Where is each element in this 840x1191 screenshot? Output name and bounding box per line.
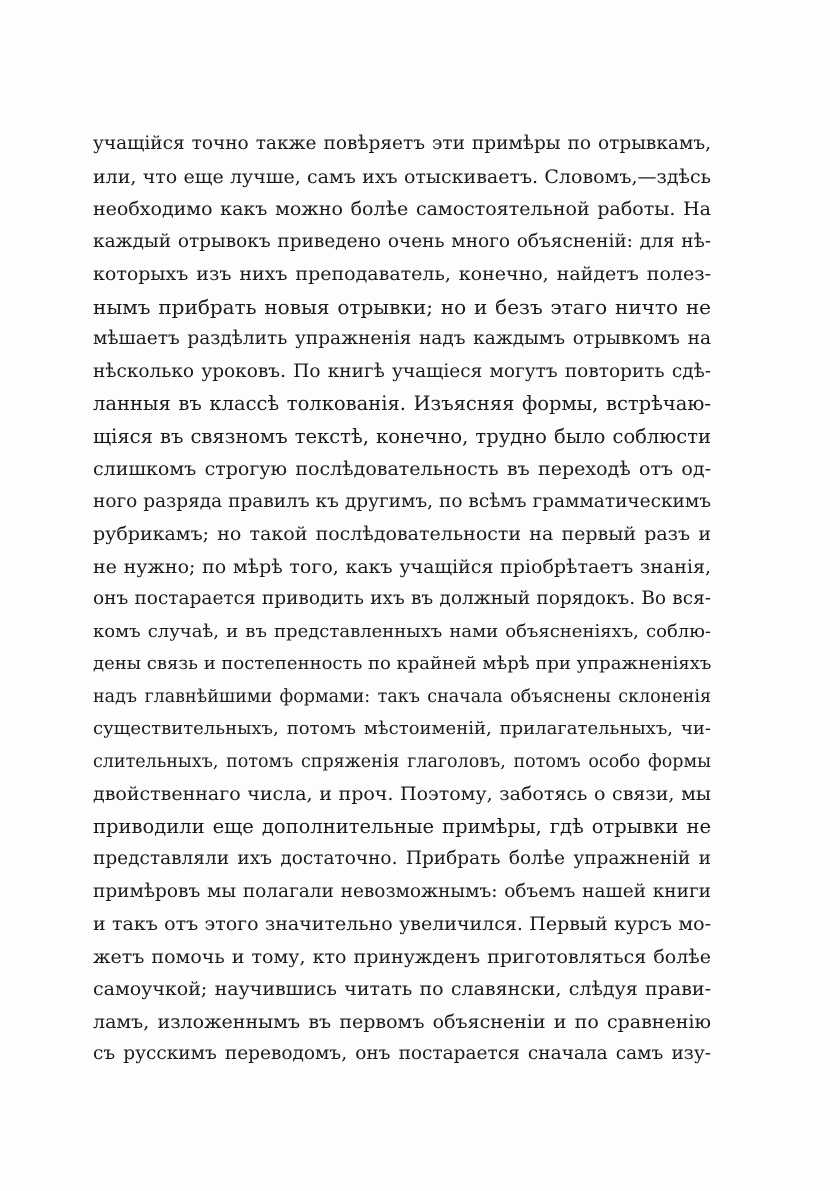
text-line-9: ланныя въ классѣ толкованія. Изъясняя формы, встрѣчаю-	[93, 392, 711, 415]
text-line-28: ламъ, изложеннымъ въ первомъ объясненіи и по сравненію	[93, 1010, 711, 1033]
text-line-25: и такъ отъ этого значительно увеличился. Первый курсъ мо-	[93, 913, 711, 935]
text-line-10: щіяся въ связномъ текстѣ, конечно, трудно было соблюсти	[93, 424, 711, 448]
text-line-15: онъ постарается приводить ихъ въ должный порядокъ. Во вся-	[93, 588, 711, 609]
text-line-6: нымъ прибрать новыя отрывки; но и безъ этаго ничто не	[93, 294, 711, 319]
text-line-7: мѣшаетъ раздѣлить упражненія надъ каждымъ отрывкомъ на	[93, 328, 711, 349]
text-line-13: рубрикамъ; но такой послѣдовательности на первый разъ и	[93, 523, 711, 545]
text-line-5: которыхъ изъ нихъ преподаватель, конечно, найдетъ полез-	[93, 263, 711, 285]
text-line-18: надъ главнѣйшими формами: такъ сначала объяснены склоненія	[93, 686, 711, 707]
text-line-1: учащійся точно также повѣряетъ эти примѣры по отрывкамъ,	[93, 133, 711, 154]
text-line-3: необходимо какъ можно болѣе самостоятельной работы. На	[93, 198, 711, 220]
text-line-24: примѣровъ мы полагали невозможнымъ: объемъ нашей книги	[93, 880, 711, 902]
text-line-17: дены связь и постепенность по крайней мѣрѣ при упражненіяхъ	[93, 653, 712, 674]
text-line-8: нѣсколько уроковъ. По книгѣ учащіеся могутъ повторить сдѣ-	[93, 360, 711, 382]
text-line-14: не нужно; по мѣрѣ того, какъ учащійся пріобрѣтаетъ знанія,	[93, 555, 711, 578]
text-line-20: слительныхъ, потомъ спряженія глаголовъ, потомъ особо формы	[93, 751, 711, 772]
text-line-22: приводили еще дополнительные примѣры, гдѣ отрывки не	[93, 814, 711, 838]
text-line-11: слишкомъ строгую послѣдовательность въ переходѣ отъ од-	[93, 458, 711, 480]
text-line-29: съ русскимъ переводомъ, онъ постарается сначала самъ изу-	[93, 1043, 711, 1064]
text-line-26: жетъ помочь и тому, кто принужденъ приготовляться болѣе	[93, 945, 711, 968]
body-text	[93, 128, 711, 1071]
text-line-27: самоучкой; научившись читать по славянски, слѣдуя прави-	[93, 978, 711, 1000]
text-line-23: представляли ихъ достаточно. Прибрать болѣе упражненій и	[93, 848, 711, 869]
text-line-4: каждый отрывокъ приведено очень много объясненій: для нѣ-	[93, 230, 711, 252]
text-line-19: существительныхъ, потомъ мѣстоименій, прилагательныхъ, чи-	[93, 718, 711, 739]
text-line-2: или, что еще лучше, самъ ихъ отыскиваетъ. Словомъ,—здѣсь	[93, 165, 711, 188]
text-line-12: ного разряда правилъ къ другимъ, по всѣмъ грамматическимъ	[93, 490, 711, 512]
text-line-21: двойственнаго числа, и проч. Поэтому, заботясь о связи, мы	[93, 783, 711, 805]
text-line-16: комъ случаѣ, и въ представленныхъ нами объясненіяхъ, соблю-	[93, 620, 711, 642]
